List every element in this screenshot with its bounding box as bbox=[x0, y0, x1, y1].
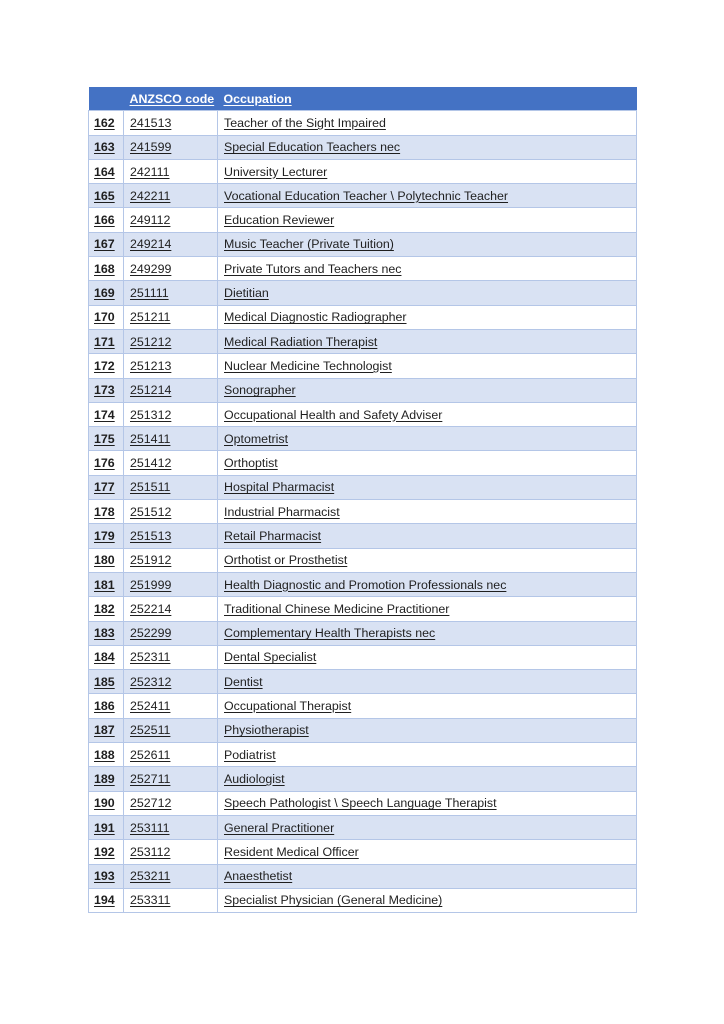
occupation-table bbox=[88, 87, 637, 913]
row-number[interactable]: 162 bbox=[89, 111, 124, 135]
anzsco-code-link[interactable]: 251212 bbox=[124, 329, 218, 353]
occupation-link[interactable]: Medical Radiation Therapist bbox=[218, 329, 637, 353]
anzsco-code-link[interactable]: 253211 bbox=[124, 864, 218, 888]
row-number[interactable]: 184 bbox=[89, 645, 124, 669]
anzsco-code-link[interactable]: 251111 bbox=[124, 281, 218, 305]
anzsco-code-link[interactable]: 252711 bbox=[124, 767, 218, 791]
table-row bbox=[89, 597, 637, 621]
occupation-link[interactable]: Music Teacher (Private Tuition) bbox=[218, 232, 637, 256]
occupation-link[interactable]: Complementary Health Therapists nec bbox=[218, 621, 637, 645]
occupation-link[interactable]: Vocational Education Teacher \ Polytechnic Teacher bbox=[218, 184, 637, 208]
anzsco-code-link[interactable]: 242211 bbox=[124, 184, 218, 208]
table-row bbox=[89, 378, 637, 402]
table-row bbox=[89, 840, 637, 864]
anzsco-code-link[interactable]: 252312 bbox=[124, 670, 218, 694]
anzsco-code-link[interactable]: 252214 bbox=[124, 597, 218, 621]
anzsco-code-link[interactable]: 251511 bbox=[124, 475, 218, 499]
table-row bbox=[89, 694, 637, 718]
table-row bbox=[89, 451, 637, 475]
row-number[interactable]: 176 bbox=[89, 451, 124, 475]
row-number[interactable]: 169 bbox=[89, 281, 124, 305]
anzsco-code-link[interactable]: 251912 bbox=[124, 548, 218, 572]
table-row bbox=[89, 184, 637, 208]
row-number[interactable]: 163 bbox=[89, 135, 124, 159]
table-row bbox=[89, 135, 637, 159]
occupation-link[interactable]: Audiologist bbox=[218, 767, 637, 791]
anzsco-code-link[interactable]: 251411 bbox=[124, 427, 218, 451]
table-row bbox=[89, 159, 637, 183]
occupation-link[interactable]: Speech Pathologist \ Speech Language Therapist bbox=[218, 791, 637, 815]
row-number[interactable]: 188 bbox=[89, 743, 124, 767]
occupation-link[interactable]: Industrial Pharmacist bbox=[218, 500, 637, 524]
row-number[interactable]: 187 bbox=[89, 718, 124, 742]
occupation-link[interactable]: Physiotherapist bbox=[218, 718, 637, 742]
anzsco-code-link[interactable]: 249214 bbox=[124, 232, 218, 256]
occupation-link[interactable]: Private Tutors and Teachers nec bbox=[218, 257, 637, 281]
anzsco-code-link[interactable]: 251412 bbox=[124, 451, 218, 475]
anzsco-code-link[interactable]: 253111 bbox=[124, 815, 218, 839]
occupation-link[interactable]: Dentist bbox=[218, 670, 637, 694]
occupation-link[interactable]: Special Education Teachers nec bbox=[218, 135, 637, 159]
table-row bbox=[89, 621, 637, 645]
row-number[interactable]: 165 bbox=[89, 184, 124, 208]
occupation-link[interactable]: Nuclear Medicine Technologist bbox=[218, 354, 637, 378]
anzsco-code-link[interactable]: 251214 bbox=[124, 378, 218, 402]
anzsco-code-link[interactable]: 251513 bbox=[124, 524, 218, 548]
row-number[interactable]: 178 bbox=[89, 500, 124, 524]
table-row bbox=[89, 572, 637, 596]
table-row bbox=[89, 815, 637, 839]
header-occupation[interactable]: Occupation bbox=[223, 91, 292, 106]
occupation-link[interactable]: Orthoptist bbox=[218, 451, 637, 475]
row-number[interactable]: 181 bbox=[89, 572, 124, 596]
anzsco-code-link[interactable]: 241513 bbox=[124, 111, 218, 135]
table-row bbox=[89, 232, 637, 256]
table-row bbox=[89, 548, 637, 572]
occupation-link[interactable]: Sonographer bbox=[218, 378, 637, 402]
anzsco-code-link[interactable]: 252611 bbox=[124, 743, 218, 767]
table-row bbox=[89, 475, 637, 499]
row-number[interactable]: 191 bbox=[89, 815, 124, 839]
row-number[interactable]: 172 bbox=[89, 354, 124, 378]
occupation-link[interactable]: Dietitian bbox=[218, 281, 637, 305]
table-row bbox=[89, 281, 637, 305]
anzsco-code-link[interactable]: 251213 bbox=[124, 354, 218, 378]
table-header bbox=[89, 87, 637, 111]
table-row bbox=[89, 354, 637, 378]
row-number[interactable]: 164 bbox=[89, 159, 124, 183]
table-row bbox=[89, 500, 637, 524]
occupation-link[interactable]: Health Diagnostic and Promotion Professionals nec bbox=[218, 572, 637, 596]
occupation-link[interactable]: Traditional Chinese Medicine Practitioner bbox=[218, 597, 637, 621]
table-row bbox=[89, 645, 637, 669]
row-number[interactable]: 173 bbox=[89, 378, 124, 402]
anzsco-code-link[interactable]: 253112 bbox=[124, 840, 218, 864]
occupation-link[interactable]: Occupational Health and Safety Adviser bbox=[218, 402, 637, 426]
occupation-link[interactable]: University Lecturer bbox=[218, 159, 637, 183]
row-number[interactable]: 174 bbox=[89, 402, 124, 426]
row-number[interactable]: 179 bbox=[89, 524, 124, 548]
row-number[interactable]: 182 bbox=[89, 597, 124, 621]
table-row bbox=[89, 257, 637, 281]
table-row bbox=[89, 329, 637, 353]
occupation-link[interactable]: Specialist Physician (General Medicine) bbox=[218, 888, 637, 912]
anzsco-code-link[interactable]: 253311 bbox=[124, 888, 218, 912]
occupation-link[interactable]: Optometrist bbox=[218, 427, 637, 451]
row-number[interactable]: 189 bbox=[89, 767, 124, 791]
table-row bbox=[89, 767, 637, 791]
anzsco-code-link[interactable]: 252411 bbox=[124, 694, 218, 718]
anzsco-code-link[interactable]: 252712 bbox=[124, 791, 218, 815]
occupation-link[interactable]: Orthotist or Prosthetist bbox=[218, 548, 637, 572]
table-row bbox=[89, 111, 637, 135]
occupation-link[interactable]: Dental Specialist bbox=[218, 645, 637, 669]
table-row bbox=[89, 888, 637, 912]
anzsco-code-link[interactable]: 251999 bbox=[124, 572, 218, 596]
table-row bbox=[89, 864, 637, 888]
row-number[interactable]: 168 bbox=[89, 257, 124, 281]
row-number[interactable]: 186 bbox=[89, 694, 124, 718]
anzsco-code-link[interactable]: 251312 bbox=[124, 402, 218, 426]
table-row bbox=[89, 743, 637, 767]
row-number[interactable]: 167 bbox=[89, 232, 124, 256]
row-number[interactable]: 171 bbox=[89, 329, 124, 353]
anzsco-code-link[interactable]: 242111 bbox=[124, 159, 218, 183]
row-number[interactable]: 166 bbox=[89, 208, 124, 232]
table-row bbox=[89, 402, 637, 426]
header-number bbox=[89, 87, 124, 111]
table-row bbox=[89, 524, 637, 548]
anzsco-code-link[interactable]: 251211 bbox=[124, 305, 218, 329]
row-number[interactable]: 175 bbox=[89, 427, 124, 451]
occupation-link[interactable]: Teacher of the Sight Impaired bbox=[218, 111, 637, 135]
table-row bbox=[89, 718, 637, 742]
table-body bbox=[89, 111, 637, 913]
table-row bbox=[89, 670, 637, 694]
row-number[interactable]: 190 bbox=[89, 791, 124, 815]
table-row bbox=[89, 791, 637, 815]
anzsco-code-link[interactable]: 251512 bbox=[124, 500, 218, 524]
anzsco-code-link[interactable]: 249112 bbox=[124, 208, 218, 232]
row-number[interactable]: 183 bbox=[89, 621, 124, 645]
occupation-link[interactable]: Anaesthetist bbox=[218, 864, 637, 888]
occupation-link[interactable]: Education Reviewer bbox=[218, 208, 637, 232]
occupation-link[interactable]: Medical Diagnostic Radiographer bbox=[218, 305, 637, 329]
row-number[interactable]: 170 bbox=[89, 305, 124, 329]
occupation-link[interactable]: Occupational Therapist bbox=[218, 694, 637, 718]
header-row bbox=[89, 87, 637, 111]
table-row bbox=[89, 208, 637, 232]
occupation-link[interactable]: Podiatrist bbox=[218, 743, 637, 767]
row-number[interactable]: 192 bbox=[89, 840, 124, 864]
anzsco-code-link[interactable]: 252311 bbox=[124, 645, 218, 669]
row-number[interactable]: 180 bbox=[89, 548, 124, 572]
row-number[interactable]: 177 bbox=[89, 475, 124, 499]
occupation-link[interactable]: General Practitioner bbox=[218, 815, 637, 839]
occupation-link[interactable]: Resident Medical Officer bbox=[218, 840, 637, 864]
anzsco-code-link[interactable]: 249299 bbox=[124, 257, 218, 281]
occupation-link[interactable]: Hospital Pharmacist bbox=[218, 475, 637, 499]
header-anzsco-code[interactable]: ANZSCO code bbox=[129, 91, 215, 106]
row-number[interactable]: 185 bbox=[89, 670, 124, 694]
table-row bbox=[89, 305, 637, 329]
row-number[interactable]: 193 bbox=[89, 864, 124, 888]
anzsco-code-link[interactable]: 252299 bbox=[124, 621, 218, 645]
anzsco-code-link[interactable]: 252511 bbox=[124, 718, 218, 742]
row-number[interactable]: 194 bbox=[89, 888, 124, 912]
table-row bbox=[89, 427, 637, 451]
occupation-link[interactable]: Retail Pharmacist bbox=[218, 524, 637, 548]
anzsco-code-link[interactable]: 241599 bbox=[124, 135, 218, 159]
